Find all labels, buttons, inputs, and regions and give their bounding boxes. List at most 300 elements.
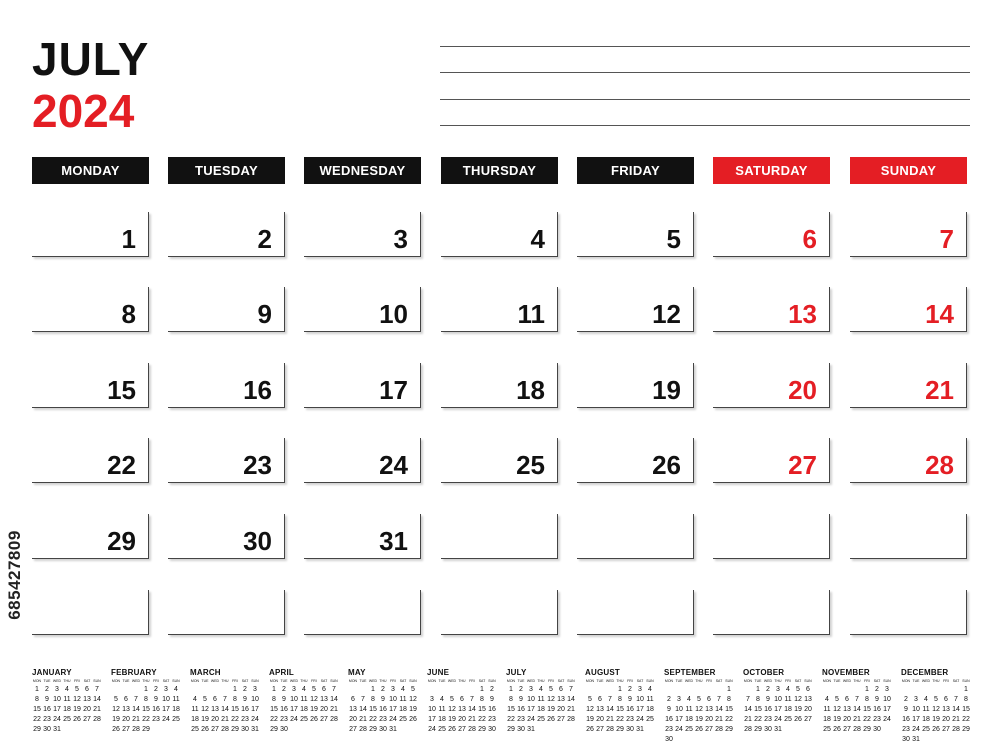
mini-weekday-row: [32, 678, 104, 684]
day-cell[interactable]: [713, 212, 830, 257]
mini-weekday: MON: [822, 679, 832, 683]
mini-day: 4: [302, 686, 306, 693]
mini-weekday: MON: [32, 679, 42, 683]
mini-day-blank: [467, 685, 477, 695]
day-cell[interactable]: [713, 438, 830, 483]
mini-day: 18: [646, 706, 654, 713]
mini-day: 19: [409, 706, 417, 713]
mini-day: 18: [537, 706, 545, 713]
mini-day: 10: [774, 696, 782, 703]
day-number: 2: [257, 224, 272, 254]
mini-day: 9: [766, 696, 770, 703]
notes-line-3: [440, 99, 970, 100]
day-cell[interactable]: [32, 438, 149, 483]
mini-day: 2: [519, 686, 523, 693]
mini-weekday: FRI: [153, 679, 159, 683]
day-cell[interactable]: [168, 363, 285, 408]
day-cell[interactable]: [850, 287, 967, 332]
day-number: 22: [107, 450, 136, 480]
mini-day: 24: [774, 716, 782, 723]
mini-day: 23: [902, 726, 910, 733]
mini-day: 29: [863, 726, 871, 733]
day-cell[interactable]: [168, 212, 285, 257]
mini-day: 5: [697, 696, 701, 703]
mini-day: 19: [547, 706, 555, 713]
mini-day: 15: [142, 706, 150, 713]
mini-day: 25: [646, 716, 654, 723]
mini-month-name: JANUARY: [32, 668, 72, 677]
mini-day: 21: [606, 716, 614, 723]
notes-line-4: [440, 125, 970, 126]
mini-day: 12: [73, 696, 81, 703]
mini-day: 30: [665, 736, 673, 743]
day-cell[interactable]: [32, 212, 149, 257]
mini-day: 31: [53, 726, 61, 733]
mini-day: 7: [361, 696, 365, 703]
mini-day: 22: [507, 716, 515, 723]
mini-day: 17: [912, 716, 920, 723]
mini-day: 5: [588, 696, 592, 703]
day-cell[interactable]: [441, 438, 558, 483]
day-cell[interactable]: [850, 590, 967, 635]
day-number: 24: [379, 450, 408, 480]
mini-day: 14: [468, 706, 476, 713]
mini-day: 2: [875, 686, 879, 693]
mini-day: 17: [251, 706, 259, 713]
mini-day: 14: [132, 706, 140, 713]
mini-day: 20: [122, 716, 130, 723]
mini-day: 6: [944, 696, 948, 703]
mini-day: 6: [806, 686, 810, 693]
mini-day: 2: [154, 686, 158, 693]
mini-day: 8: [509, 696, 513, 703]
mini-day: 8: [144, 696, 148, 703]
mini-day: 3: [677, 696, 681, 703]
day-cell[interactable]: [304, 590, 421, 635]
mini-month: [32, 668, 104, 735]
mini-weekday: FRI: [548, 679, 554, 683]
day-cell[interactable]: [304, 514, 421, 559]
mini-month: [190, 668, 262, 735]
mini-day: 31: [774, 726, 782, 733]
day-cell[interactable]: [168, 438, 285, 483]
mini-weekday: TUE: [517, 679, 525, 683]
day-cell[interactable]: [304, 363, 421, 408]
mini-day: 29: [725, 726, 733, 733]
mini-day: 18: [63, 706, 71, 713]
day-cell[interactable]: [577, 212, 694, 257]
mini-weekday: SUN: [804, 679, 812, 683]
mini-day: 20: [458, 716, 466, 723]
mini-day: 12: [586, 706, 594, 713]
mini-day: 1: [865, 686, 869, 693]
mini-day: 25: [399, 716, 407, 723]
day-number: 16: [243, 375, 272, 405]
mini-day: 27: [320, 716, 328, 723]
mini-weekday: FRI: [627, 679, 633, 683]
mini-day: 1: [756, 686, 760, 693]
mini-day: 17: [774, 706, 782, 713]
mini-weekday-row: [585, 678, 657, 684]
mini-day: 21: [93, 706, 101, 713]
mini-weekday: TUE: [675, 679, 683, 683]
mini-weekday: SAT: [162, 679, 170, 683]
mini-weekday: SAT: [715, 679, 723, 683]
mini-day: 2: [490, 686, 494, 693]
mini-day: 23: [280, 716, 288, 723]
mini-day: 31: [389, 726, 397, 733]
day-cell[interactable]: [850, 363, 967, 408]
mini-day: 21: [359, 716, 367, 723]
mini-day-blank: [437, 685, 447, 695]
mini-day: 14: [606, 706, 614, 713]
day-cell[interactable]: [32, 514, 149, 559]
mini-day: 4: [401, 686, 405, 693]
day-cell[interactable]: [850, 212, 967, 257]
mini-day: 14: [715, 706, 723, 713]
mini-day-blank: [220, 685, 230, 695]
header-sunday: SUNDAY: [850, 157, 967, 184]
mini-day: 30: [379, 726, 387, 733]
mini-day: 12: [547, 696, 555, 703]
mini-month-name: MAY: [348, 668, 366, 677]
mini-day: 3: [292, 686, 296, 693]
mini-day: 12: [794, 696, 802, 703]
day-number: 1: [121, 224, 136, 254]
mini-day: 15: [231, 706, 239, 713]
mini-day: 8: [964, 696, 968, 703]
mini-day: 28: [221, 726, 229, 733]
mini-weekday: FRI: [706, 679, 712, 683]
mini-weekday: FRI: [74, 679, 80, 683]
mini-day: 9: [243, 696, 247, 703]
mini-day: 12: [695, 706, 703, 713]
mini-day: 28: [330, 716, 338, 723]
mini-day: 30: [902, 736, 910, 743]
mini-day-grid: [743, 685, 815, 735]
mini-month-name: AUGUST: [585, 668, 620, 677]
mini-day: 24: [527, 716, 535, 723]
mini-day: 12: [833, 706, 841, 713]
day-cell[interactable]: [441, 363, 558, 408]
mini-month-name: DECEMBER: [901, 668, 949, 677]
day-cell[interactable]: [713, 363, 830, 408]
mini-day: 7: [717, 696, 721, 703]
day-number: 23: [243, 450, 272, 480]
mini-day-grid: [585, 685, 657, 735]
mini-day-grid: [32, 685, 104, 735]
mini-day: 15: [507, 706, 515, 713]
mini-day: 1: [480, 686, 484, 693]
mini-weekday-row: [269, 678, 341, 684]
mini-day: 15: [725, 706, 733, 713]
mini-weekday: TUE: [596, 679, 604, 683]
mini-day-blank: [951, 685, 961, 695]
mini-day: 2: [667, 696, 671, 703]
mini-day: 23: [152, 716, 160, 723]
mini-day: 30: [873, 726, 881, 733]
mini-weekday: THU: [142, 679, 150, 683]
day-number: 31: [379, 526, 408, 556]
mini-weekday: SUN: [93, 679, 101, 683]
mini-day: 8: [865, 696, 869, 703]
day-cell[interactable]: [850, 438, 967, 483]
mini-day: 5: [549, 686, 553, 693]
mini-day: 7: [746, 696, 750, 703]
mini-day: 8: [727, 696, 731, 703]
day-cell[interactable]: [441, 287, 558, 332]
mini-day: 14: [330, 696, 338, 703]
mini-weekday: SAT: [241, 679, 249, 683]
mini-day: 4: [825, 696, 829, 703]
mini-day: 6: [460, 696, 464, 703]
mini-day: 21: [715, 716, 723, 723]
mini-day: 29: [369, 726, 377, 733]
mini-day: 18: [438, 716, 446, 723]
mini-weekday: SUN: [488, 679, 496, 683]
mini-day: 15: [270, 706, 278, 713]
day-cell[interactable]: [441, 212, 558, 257]
mini-day: 20: [83, 706, 91, 713]
mini-day: 1: [272, 686, 276, 693]
mini-day: 4: [440, 696, 444, 703]
year-title: 2024: [32, 85, 135, 137]
mini-month-name: SEPTEMBER: [664, 668, 716, 677]
day-number: 19: [652, 375, 681, 405]
mini-day: 16: [241, 706, 249, 713]
mini-day-grid: [348, 685, 420, 735]
day-cell[interactable]: [168, 287, 285, 332]
mini-day: 13: [458, 706, 466, 713]
mini-day-blank: [743, 685, 753, 695]
mini-month: [348, 668, 420, 735]
mini-weekday: MON: [743, 679, 753, 683]
mini-day: 2: [766, 686, 770, 693]
day-cell[interactable]: [441, 590, 558, 635]
mini-weekday: WED: [131, 679, 141, 683]
day-number: 27: [788, 450, 817, 480]
mini-day: 5: [114, 696, 118, 703]
day-cell[interactable]: [168, 590, 285, 635]
day-number: 28: [925, 450, 954, 480]
mini-day-blank: [121, 685, 131, 695]
mini-weekday: WED: [210, 679, 220, 683]
mini-day: 6: [707, 696, 711, 703]
mini-day: 16: [626, 706, 634, 713]
mini-day: 31: [251, 726, 259, 733]
mini-day: 5: [411, 686, 415, 693]
day-cell[interactable]: [168, 514, 285, 559]
mini-weekday: FRI: [469, 679, 475, 683]
mini-weekday-row: [190, 678, 262, 684]
mini-weekday: MON: [427, 679, 437, 683]
mini-day: 26: [932, 726, 940, 733]
mini-weekday: SAT: [320, 679, 328, 683]
mini-day: 13: [122, 706, 130, 713]
mini-weekday: SUN: [567, 679, 575, 683]
mini-day: 10: [912, 706, 920, 713]
mini-day: 5: [835, 696, 839, 703]
mini-month: [901, 668, 973, 745]
mini-day-blank: [931, 685, 941, 695]
mini-weekday: THU: [853, 679, 861, 683]
mini-day: 8: [233, 696, 237, 703]
mini-day: 16: [488, 706, 496, 713]
mini-day: 23: [241, 716, 249, 723]
mini-day: 11: [63, 696, 71, 703]
mini-day: 27: [557, 716, 565, 723]
mini-weekday: SUN: [172, 679, 180, 683]
mini-month: [822, 668, 894, 735]
day-cell[interactable]: [577, 514, 694, 559]
mini-day: 24: [251, 716, 259, 723]
mini-day: 9: [667, 706, 671, 713]
mini-day: 2: [381, 686, 385, 693]
day-number: 4: [530, 224, 545, 254]
day-cell[interactable]: [577, 590, 694, 635]
mini-day: 28: [715, 726, 723, 733]
mini-day: 2: [45, 686, 49, 693]
mini-day-grid: [427, 685, 499, 735]
day-number: 5: [666, 224, 681, 254]
mini-day: 1: [509, 686, 513, 693]
mini-day: 22: [33, 716, 41, 723]
mini-day: 28: [952, 726, 960, 733]
mini-month: [111, 668, 183, 735]
mini-day: 17: [675, 716, 683, 723]
day-cell[interactable]: [304, 438, 421, 483]
mini-day: 3: [430, 696, 434, 703]
mini-day: 28: [744, 726, 752, 733]
day-number: 11: [517, 299, 545, 329]
mini-weekday: WED: [763, 679, 773, 683]
day-cell[interactable]: [441, 514, 558, 559]
mini-day: 20: [557, 706, 565, 713]
mini-day: 22: [142, 716, 150, 723]
mini-weekday: WED: [289, 679, 299, 683]
mini-day: 18: [685, 716, 693, 723]
day-cell[interactable]: [32, 590, 149, 635]
mini-day: 20: [843, 716, 851, 723]
mini-day-blank: [832, 685, 842, 695]
mini-day: 30: [517, 726, 525, 733]
mini-day: 23: [873, 716, 881, 723]
mini-day: 7: [95, 686, 99, 693]
mini-weekday: SAT: [83, 679, 91, 683]
mini-day: 6: [85, 686, 89, 693]
mini-day: 11: [823, 706, 831, 713]
mini-day: 16: [280, 706, 288, 713]
day-cell[interactable]: [304, 287, 421, 332]
day-cell[interactable]: [577, 363, 694, 408]
mini-day: 22: [863, 716, 871, 723]
mini-day: 24: [912, 726, 920, 733]
mini-day: 27: [83, 716, 91, 723]
stock-id-text: 685427809: [5, 530, 24, 620]
mini-day: 4: [193, 696, 197, 703]
mini-month-name: JULY: [506, 668, 527, 677]
mini-weekday: WED: [684, 679, 694, 683]
mini-day: 24: [389, 716, 397, 723]
notes-line-1: [440, 46, 970, 47]
mini-weekday: WED: [447, 679, 457, 683]
mini-day: 13: [557, 696, 565, 703]
mini-day: 19: [833, 716, 841, 723]
mini-day: 26: [409, 716, 417, 723]
day-cell[interactable]: [304, 212, 421, 257]
mini-day: 28: [468, 726, 476, 733]
mini-day: 6: [598, 696, 602, 703]
mini-day: 6: [322, 686, 326, 693]
mini-month: [269, 668, 341, 735]
day-cell[interactable]: [850, 514, 967, 559]
day-cell[interactable]: [32, 287, 149, 332]
mini-day: 21: [132, 716, 140, 723]
mini-day: 15: [33, 706, 41, 713]
mini-weekday: SUN: [883, 679, 891, 683]
mini-month-name: MARCH: [190, 668, 221, 677]
mini-weekday-row: [506, 678, 578, 684]
mini-day: 8: [480, 696, 484, 703]
mini-weekday: TUE: [359, 679, 367, 683]
mini-day: 1: [618, 686, 622, 693]
day-cell[interactable]: [713, 287, 830, 332]
mini-day: 27: [596, 726, 604, 733]
day-number: 8: [121, 299, 136, 329]
mini-day: 14: [853, 706, 861, 713]
mini-day: 11: [922, 706, 930, 713]
mini-day: 25: [784, 716, 792, 723]
mini-day: 26: [794, 716, 802, 723]
mini-day: 18: [300, 706, 308, 713]
mini-day: 26: [310, 716, 318, 723]
mini-day: 9: [519, 696, 523, 703]
mini-weekday-row: [111, 678, 183, 684]
mini-day: 25: [191, 726, 199, 733]
mini-day: 11: [300, 696, 308, 703]
mini-day: 3: [391, 686, 395, 693]
day-number: 10: [379, 299, 408, 329]
mini-day: 9: [154, 696, 158, 703]
mini-weekday: SUN: [409, 679, 417, 683]
mini-weekday: THU: [616, 679, 624, 683]
day-number: 13: [788, 299, 817, 329]
mini-day: 9: [282, 696, 286, 703]
day-cell[interactable]: [713, 590, 830, 635]
mini-day: 30: [43, 726, 51, 733]
mini-day: 19: [448, 716, 456, 723]
mini-day: 11: [685, 706, 693, 713]
mini-weekday: WED: [526, 679, 536, 683]
mini-day: 10: [389, 696, 397, 703]
mini-day: 18: [922, 716, 930, 723]
day-cell[interactable]: [577, 438, 694, 483]
day-cell[interactable]: [577, 287, 694, 332]
day-cell[interactable]: [32, 363, 149, 408]
mini-day: 6: [559, 686, 563, 693]
mini-day: 22: [478, 716, 486, 723]
mini-day: 16: [902, 716, 910, 723]
mini-weekday: SAT: [636, 679, 644, 683]
mini-month-name: APRIL: [269, 668, 294, 677]
mini-day: 10: [636, 696, 644, 703]
mini-day: 17: [290, 706, 298, 713]
mini-day: 20: [705, 716, 713, 723]
mini-day-grid: [664, 685, 736, 745]
day-cell[interactable]: [713, 514, 830, 559]
mini-day: 7: [332, 686, 336, 693]
mini-weekday: SAT: [557, 679, 565, 683]
